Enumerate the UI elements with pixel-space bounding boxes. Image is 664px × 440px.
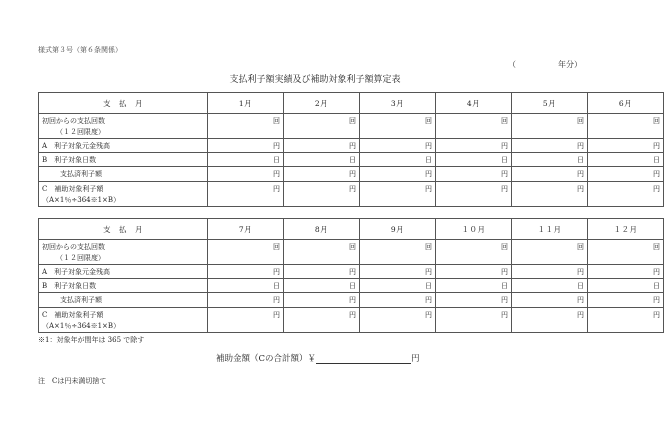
page-title: 支払利子額実績及び補助対象利子額算定表 xyxy=(229,75,401,85)
table-row xyxy=(39,139,664,153)
value-cell: 円 xyxy=(284,308,360,333)
form-number: 様式第３号（第６条関係） xyxy=(38,46,122,54)
table-row xyxy=(39,153,664,167)
month-header: 6月 xyxy=(588,93,664,114)
value-cell: 円 xyxy=(284,139,360,153)
value-cell: 円 xyxy=(208,293,284,308)
value-cell: 円 xyxy=(360,139,436,153)
value-cell: 円 xyxy=(360,167,436,182)
value-cell: 円 xyxy=(436,139,512,153)
value-cell: 円 xyxy=(208,139,284,153)
value-cell: 回 xyxy=(588,240,664,265)
value-cell: 円 xyxy=(588,308,664,333)
value-cell: 日 xyxy=(512,153,588,167)
value-cell: 日 xyxy=(436,153,512,167)
month-header: １０月 xyxy=(436,219,512,240)
month-header: 2月 xyxy=(284,93,360,114)
table-jul-dec xyxy=(38,218,664,333)
table-row xyxy=(39,265,664,279)
year-field xyxy=(508,59,582,70)
value-cell: 回 xyxy=(360,240,436,265)
row-label-line1: 初回からの支払回数 xyxy=(42,243,105,251)
row-label xyxy=(39,265,208,279)
value-cell: 円 xyxy=(436,293,512,308)
month-header: １２月 xyxy=(588,219,664,240)
value-cell: 回 xyxy=(436,114,512,139)
value-cell: 円 xyxy=(284,167,360,182)
total-blank xyxy=(316,353,411,364)
row-label xyxy=(39,114,208,139)
value-cell: 回 xyxy=(208,114,284,139)
row-label-line1: 初回からの支払回数 xyxy=(42,117,105,125)
value-cell: 回 xyxy=(512,114,588,139)
row-label xyxy=(39,139,208,153)
year-open: （ xyxy=(508,60,516,69)
row-label-line2: （A×1％÷364※1×B） xyxy=(42,322,121,330)
row-label-line1: 支払済利子額 xyxy=(60,296,102,304)
header-row xyxy=(39,93,664,114)
month-header: 7月 xyxy=(208,219,284,240)
value-cell: 円 xyxy=(588,265,664,279)
value-cell: 回 xyxy=(284,240,360,265)
total-unit: 円 xyxy=(411,354,420,364)
row-label-line1: C 補助対象利子額 xyxy=(42,311,104,319)
row-label xyxy=(39,182,208,207)
value-cell: 円 xyxy=(360,308,436,333)
month-header: 1月 xyxy=(208,93,284,114)
value-cell: 回 xyxy=(436,240,512,265)
total-label: 補助金額（Cの合計額）￥ xyxy=(216,354,317,364)
row-label-line2: （１２回限度） xyxy=(56,254,105,262)
value-cell: 円 xyxy=(284,265,360,279)
value-cell: 円 xyxy=(436,167,512,182)
value-cell: 円 xyxy=(436,265,512,279)
table-row xyxy=(39,182,664,207)
value-cell: 円 xyxy=(360,265,436,279)
value-cell: 日 xyxy=(360,153,436,167)
value-cell: 円 xyxy=(284,293,360,308)
value-cell: 円 xyxy=(208,182,284,207)
row-label xyxy=(39,167,208,182)
value-cell: 日 xyxy=(512,279,588,293)
value-cell: 回 xyxy=(512,240,588,265)
table-row xyxy=(39,293,664,308)
value-cell: 円 xyxy=(512,265,588,279)
row-label-line1: 支払済利子額 xyxy=(60,170,102,178)
month-header: 4月 xyxy=(436,93,512,114)
value-cell: 円 xyxy=(436,182,512,207)
header-label: 支 払 月 xyxy=(39,219,208,240)
total-line xyxy=(216,352,420,364)
value-cell: 日 xyxy=(284,279,360,293)
table-row xyxy=(39,240,664,265)
value-cell: 円 xyxy=(512,139,588,153)
value-cell: 円 xyxy=(208,167,284,182)
value-cell: 円 xyxy=(436,308,512,333)
month-header: 8月 xyxy=(284,219,360,240)
month-header: 9月 xyxy=(360,219,436,240)
value-cell: 円 xyxy=(588,293,664,308)
value-cell: 回 xyxy=(360,114,436,139)
year-suffix: 年分） xyxy=(558,60,582,69)
table-row xyxy=(39,114,664,139)
value-cell: 円 xyxy=(208,308,284,333)
row-label xyxy=(39,308,208,333)
month-header: 3月 xyxy=(360,93,436,114)
value-cell: 円 xyxy=(588,139,664,153)
value-cell: 回 xyxy=(588,114,664,139)
table-row xyxy=(39,167,664,182)
row-label xyxy=(39,293,208,308)
value-cell: 円 xyxy=(512,308,588,333)
value-cell: 円 xyxy=(588,167,664,182)
value-cell: 円 xyxy=(284,182,360,207)
header-row xyxy=(39,219,664,240)
row-label-line1: B 利子対象日数 xyxy=(42,282,97,290)
row-label xyxy=(39,153,208,167)
value-cell: 円 xyxy=(208,265,284,279)
value-cell: 円 xyxy=(512,182,588,207)
row-label-line2: （１２回限度） xyxy=(56,128,105,136)
value-cell: 回 xyxy=(208,240,284,265)
value-cell: 円 xyxy=(512,167,588,182)
rounding-note: 注 Cは円未満切捨て xyxy=(38,377,107,385)
row-label-line1: C 補助対象利子額 xyxy=(42,185,104,193)
month-header: １１月 xyxy=(512,219,588,240)
leap-year-note: ※1：対象年が閏年は 365 で除す xyxy=(38,336,145,344)
row-label-line1: A 利子対象元金残高 xyxy=(42,142,111,150)
row-label-line1: A 利子対象元金残高 xyxy=(42,268,111,276)
value-cell: 日 xyxy=(208,153,284,167)
row-label-line2: （A×1％÷364※1×B） xyxy=(42,196,121,204)
row-label-line1: B 利子対象日数 xyxy=(42,156,97,164)
value-cell: 円 xyxy=(588,182,664,207)
value-cell: 日 xyxy=(208,279,284,293)
table-row xyxy=(39,279,664,293)
row-label xyxy=(39,240,208,265)
month-header: 5月 xyxy=(512,93,588,114)
value-cell: 回 xyxy=(284,114,360,139)
value-cell: 円 xyxy=(512,293,588,308)
table-jan-jun xyxy=(38,92,664,207)
value-cell: 日 xyxy=(436,279,512,293)
value-cell: 円 xyxy=(360,293,436,308)
value-cell: 日 xyxy=(284,153,360,167)
value-cell: 日 xyxy=(588,153,664,167)
header-label: 支 払 月 xyxy=(39,93,208,114)
value-cell: 日 xyxy=(360,279,436,293)
value-cell: 日 xyxy=(588,279,664,293)
table-row xyxy=(39,308,664,333)
row-label xyxy=(39,279,208,293)
value-cell: 円 xyxy=(360,182,436,207)
